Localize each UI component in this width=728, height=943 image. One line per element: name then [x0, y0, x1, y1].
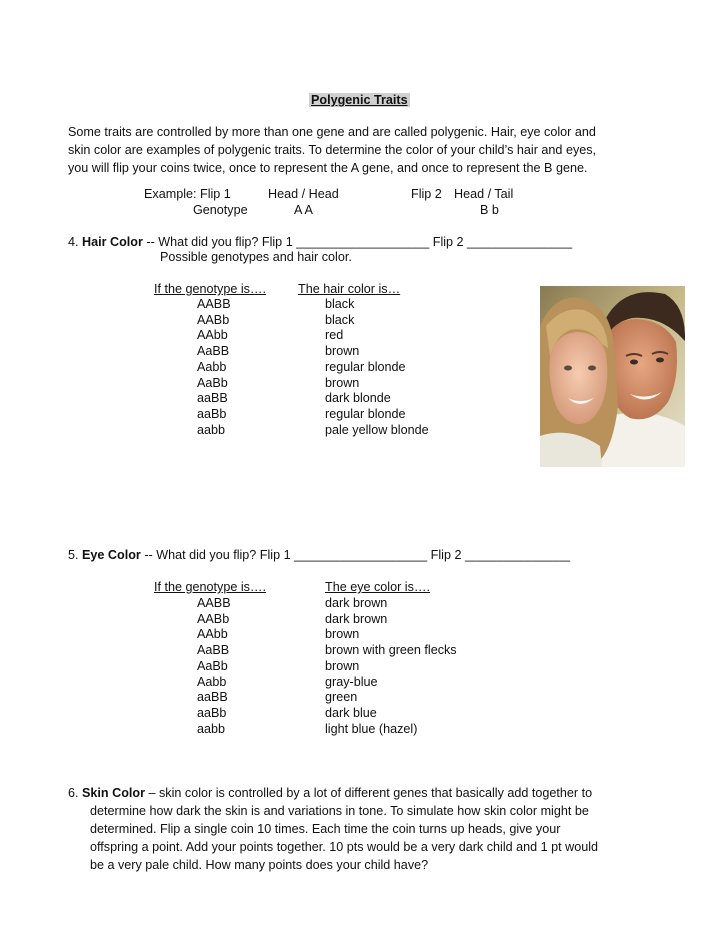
- skin-line: [68, 784, 598, 802]
- hair-heading: Hair Color: [82, 235, 143, 249]
- hair-question: [68, 235, 572, 250]
- eye-color-list: [325, 596, 457, 737]
- hair-question-text: -- What did you flip? Flip 1 ___________________ Flip 2 _______________: [146, 235, 573, 249]
- page-title: Polygenic Traits: [311, 93, 408, 107]
- eye-color-value: dark brown: [325, 611, 388, 626]
- example-genotype-a: A A: [294, 203, 313, 217]
- hair-color-value: regular blonde: [325, 359, 406, 374]
- hair-genotype: aabb: [197, 422, 226, 437]
- example-flip2-label: Flip 2: [411, 187, 442, 201]
- example-flip1-result: Head / Head: [268, 187, 339, 201]
- eye-col1-header: If the genotype is….: [154, 580, 267, 594]
- intro-line: Some traits are controlled by more than one gene and are called polygenic. Hair, eye color and: [68, 125, 596, 139]
- hair-genotype-list: [197, 297, 231, 438]
- skin-line: determined. Flip a single coin 10 times. Each time the coin turns up heads, give your: [90, 822, 561, 836]
- eye-color-value: brown with green flecks: [325, 643, 457, 658]
- hair-color-value: brown: [325, 344, 360, 359]
- skin-line: offspring a point. Add your points together. 10 pts would be a very dark child and 1 pt would: [90, 840, 599, 854]
- hair-subtitle: Possible genotypes and hair color.: [160, 250, 352, 264]
- eye-color-value: dark blue: [325, 705, 377, 720]
- skin-line: determine how dark the skin is and variations in tone. To simulate how skin color might be: [90, 804, 589, 818]
- hair-genotype: AABB: [197, 297, 231, 311]
- eye-heading: Eye Color: [82, 548, 141, 562]
- eye-color-value: light blue (hazel): [325, 721, 418, 736]
- eye-col2-header: The eye color is….: [325, 580, 430, 594]
- hair-color-list: [325, 297, 429, 438]
- eye-genotype: AAbb: [197, 627, 228, 642]
- eye-question: [68, 548, 570, 563]
- eye-genotype-list: [197, 596, 231, 737]
- hair-color-value: black: [325, 312, 355, 327]
- hair-color-value: pale yellow blonde: [325, 422, 429, 437]
- eye-genotype: aaBB: [197, 690, 228, 705]
- intro-line: skin color are examples of polygenic traits. To determine the color of your child’s hair and eyes,: [68, 143, 597, 157]
- example-genotype-b: B b: [480, 203, 499, 217]
- eye-color-value: dark brown: [325, 596, 388, 610]
- hair-color-value: regular blonde: [325, 406, 406, 421]
- hair-genotype: AaBb: [197, 375, 228, 390]
- hair-col2-header: The hair color is…: [298, 282, 401, 296]
- hair-number: 4.: [68, 235, 79, 249]
- intro-line: you will flip your coins twice, once to represent the A gene, and once to represent the B gene.: [68, 161, 588, 175]
- eye-genotype: aaBb: [197, 705, 227, 720]
- example-flip2-result: Head / Tail: [454, 187, 514, 201]
- example-genotype-label: Genotype: [193, 203, 248, 217]
- skin-heading: Skin Color: [82, 786, 145, 800]
- hair-genotype: AAbb: [197, 328, 228, 343]
- hair-color-value: dark blonde: [325, 391, 391, 406]
- intro-paragraph: [68, 123, 596, 177]
- eye-genotype: AaBb: [197, 658, 228, 673]
- skin-line: be a very pale child. How many points does your child have?: [90, 858, 429, 872]
- eye-question-text: -- What did you flip? Flip 1 ___________________ Flip 2 _______________: [144, 548, 571, 562]
- eye-genotype: AaBB: [197, 643, 230, 658]
- hair-genotype: aaBB: [197, 391, 228, 406]
- hair-genotype: AaBB: [197, 344, 230, 359]
- hair-color-value: red: [325, 328, 344, 343]
- hair-color-value: brown: [325, 375, 360, 390]
- skin-section: [68, 784, 598, 874]
- father-daughter-photo: [540, 286, 685, 467]
- hair-genotype: aaBb: [197, 406, 227, 421]
- eye-genotype: Aabb: [197, 674, 227, 689]
- hair-col1-header: If the genotype is….: [154, 282, 267, 296]
- hair-color-value: black: [325, 297, 355, 311]
- hair-genotype: AABb: [197, 312, 230, 327]
- eye-color-value: green: [325, 690, 358, 705]
- eye-number: 5.: [68, 548, 79, 562]
- eye-color-value: brown: [325, 658, 360, 673]
- eye-color-value: gray-blue: [325, 674, 378, 689]
- hair-genotype: Aabb: [197, 359, 227, 374]
- eye-genotype: AABB: [197, 596, 231, 610]
- example-label: Example: Flip 1: [144, 187, 231, 201]
- skin-number: 6.: [68, 786, 79, 800]
- skin-line-text: – skin color is controlled by a lot of different genes that basically add together to: [145, 786, 593, 800]
- eye-genotype: aabb: [197, 721, 226, 736]
- eye-genotype: AABb: [197, 611, 230, 626]
- eye-color-value: brown: [325, 627, 360, 642]
